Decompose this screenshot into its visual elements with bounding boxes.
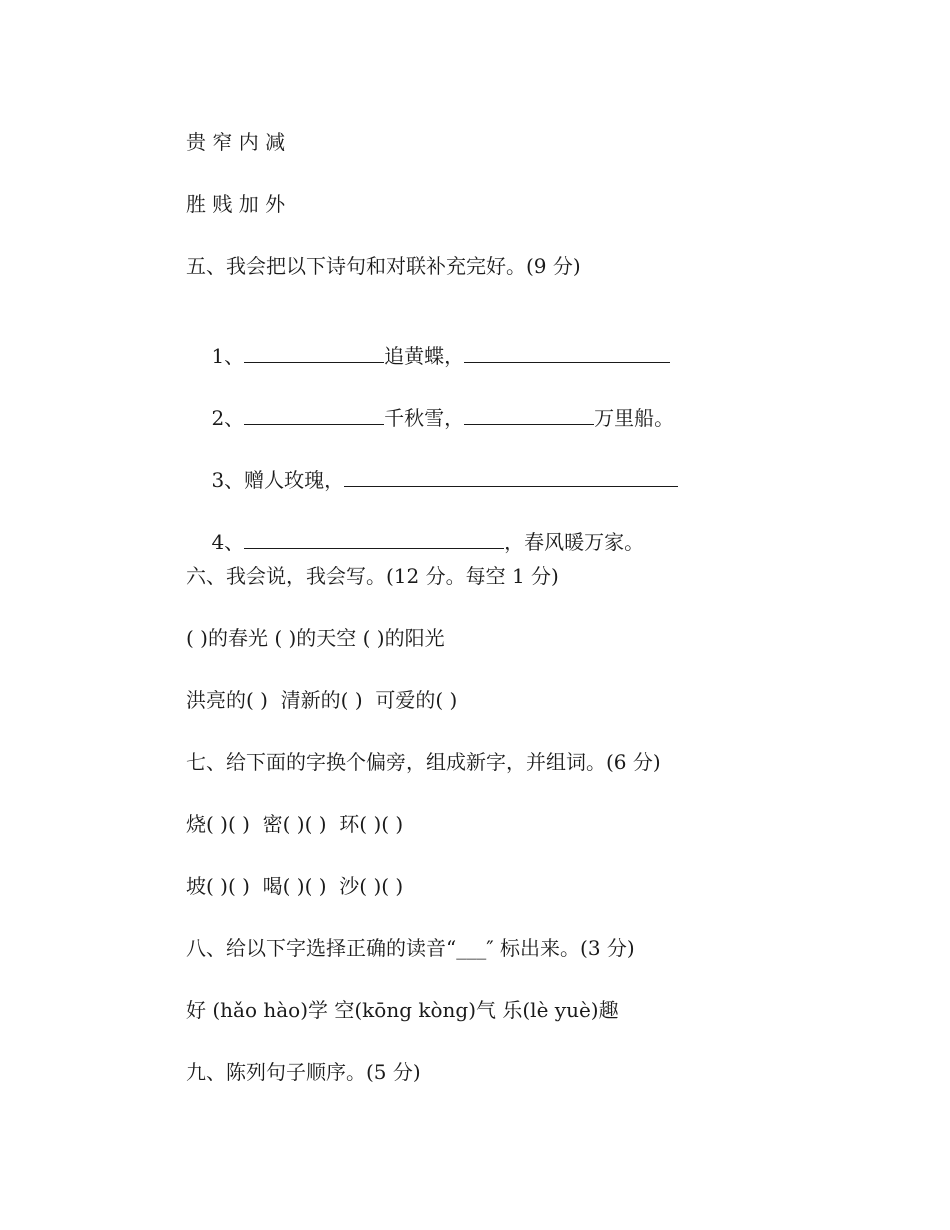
answer-blank[interactable] xyxy=(244,344,384,363)
question-number: 1、 xyxy=(211,344,245,368)
section-6-title: 六、我会说，我会写。(12 分。每空 1 分) xyxy=(186,564,559,588)
section-7-row-b: 坡( )( ) 喝( )( ) 沙( )( ) xyxy=(186,874,404,898)
answer-blank[interactable] xyxy=(244,406,384,425)
question-number: 2、 xyxy=(211,406,245,430)
question-text: ，春风暖万家。 xyxy=(504,530,645,554)
answer-blank[interactable] xyxy=(464,406,594,425)
answer-blank[interactable] xyxy=(344,468,678,487)
question-number: 4、 xyxy=(211,530,245,554)
section-6-row-a: ( )的春光 ( )的天空 ( )的阳光 xyxy=(186,626,445,650)
answer-blank[interactable] xyxy=(464,344,670,363)
answer-blank[interactable] xyxy=(244,530,504,549)
word-row-2: 胜 贱 加 外 xyxy=(186,192,286,216)
word-row-1: 贵 窄 内 减 xyxy=(186,130,286,154)
section-9-title: 九、陈列句子顺序。(5 分) xyxy=(186,1060,421,1084)
question-text: 万里船。 xyxy=(594,406,675,430)
question-number: 3、 xyxy=(211,468,245,492)
section-6-row-b: 洪亮的( ) 清新的( ) 可爱的( ) xyxy=(186,688,458,712)
section-7-row-a: 烧( )( ) 密( )( ) 环( )( ) xyxy=(186,812,404,836)
question-text: 千秋雪， xyxy=(384,406,465,430)
section-5-title: 五、我会把以下诗句和对联补充完好。(9 分) xyxy=(186,254,581,278)
section-8-row-a: 好 (hǎo hào)学 空(kōng kòng)气 乐(lè yuè)趣 xyxy=(186,998,619,1022)
section-7-title: 七、给下面的字换个偏旁，组成新字，并组词。(6 分) xyxy=(186,750,661,774)
question-text: 赠人玫瑰， xyxy=(244,468,345,492)
question-text: 追黄蝶， xyxy=(384,344,465,368)
section-8-title: 八、给以下字选择正确的读音“___″ 标出来。(3 分) xyxy=(186,936,635,960)
